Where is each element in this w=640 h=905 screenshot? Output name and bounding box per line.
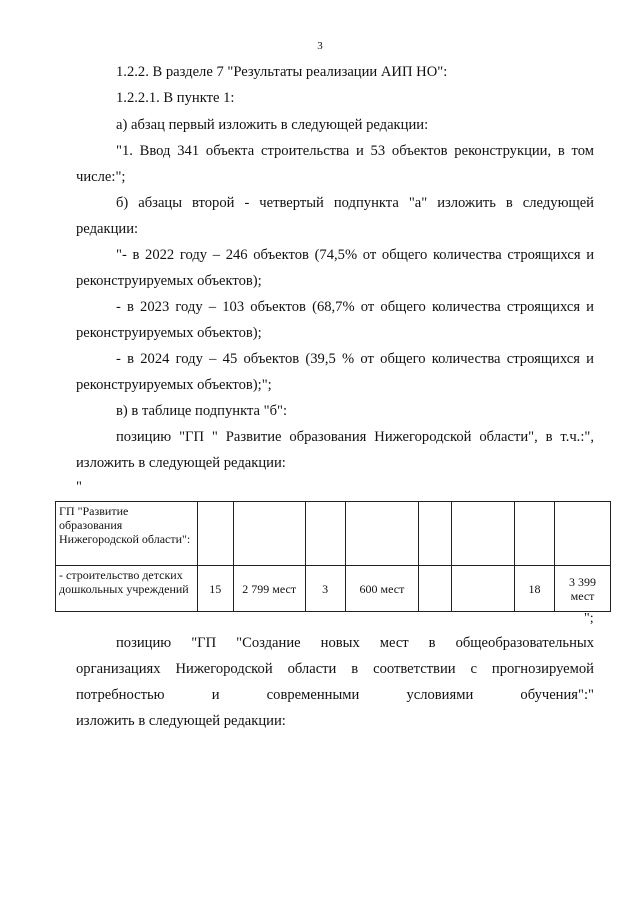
year-2024-cont: реконструируемых объектов);"; — [76, 377, 272, 393]
opening-quote: " — [76, 479, 82, 495]
year-2024-line: - в 2024 году – 45 объектов (39,5 % от общего количества строящихся и — [116, 351, 594, 367]
paragraph-b: б) абзацы второй - четвертый подпункта "а" изложить в следующей — [116, 195, 594, 211]
table-cell — [515, 502, 555, 566]
position2-line: позицию "ГП "Создание новых мест в общеобразовательных — [116, 635, 594, 651]
paragraph-b-cont: редакции: — [76, 221, 139, 237]
table-row — [56, 502, 611, 566]
page-number: 3 — [317, 40, 323, 52]
year-2023-line: - в 2023 году – 103 объектов (68,7% от общего количества строящихся и — [116, 299, 594, 315]
table-cell — [555, 502, 611, 566]
table-cell — [452, 502, 515, 566]
position2-line-cont: потребностью и современными условиями обучения":" — [76, 687, 594, 703]
table-cell — [419, 502, 452, 566]
table-cell-value: 18 — [515, 566, 555, 612]
quote-line-cont: числе:"; — [76, 169, 126, 185]
table-cell-value: 2 799 мест — [233, 566, 305, 612]
paragraph-a: а) абзац первый изложить в следующей редакции: — [116, 117, 429, 133]
table-cell — [197, 502, 233, 566]
position2-line-end: изложить в следующей редакции: — [76, 713, 286, 729]
table-cell-program: ГП "Развитие образования Нижегородской области": — [56, 502, 198, 566]
table-cell-value: 15 — [197, 566, 233, 612]
table-cell — [233, 502, 305, 566]
paragraph-v: в) в таблице подпункта "б": — [116, 403, 288, 419]
section-heading: 1.2.2. В разделе 7 "Результаты реализации АИП НО": — [116, 64, 448, 80]
table-cell — [419, 566, 452, 612]
quote-line: "1. Ввод 341 объекта строительства и 53 объектов реконструкции, в том — [116, 143, 594, 159]
position-line-cont: изложить в следующей редакции: — [76, 455, 286, 471]
year-2022-cont: реконструируемых объектов); — [76, 273, 262, 289]
table-row — [56, 566, 611, 612]
table-cell-value: 3 399 мест — [555, 566, 611, 612]
closing-quote: "; — [584, 611, 594, 626]
position-line: позицию "ГП " Развитие образования Нижегородской области", в т.ч.:", — [116, 429, 594, 445]
table-cell-item: - строительство детских дошкольных учреждений — [56, 566, 198, 612]
position2-line-cont: организациях Нижегородской области в соответствии с прогнозируемой — [76, 661, 594, 677]
table-cell — [305, 502, 345, 566]
subsection-heading: 1.2.2.1. В пункте 1: — [116, 90, 235, 106]
table-cell-value: 600 мест — [345, 566, 419, 612]
table-cell — [452, 566, 515, 612]
year-2022-line: "- в 2022 году – 246 объектов (74,5% от общего количества строящихся и — [116, 247, 594, 263]
results-table — [55, 501, 611, 612]
table-cell-value: 3 — [305, 566, 345, 612]
table-cell — [345, 502, 419, 566]
year-2023-cont: реконструируемых объектов); — [76, 325, 262, 341]
